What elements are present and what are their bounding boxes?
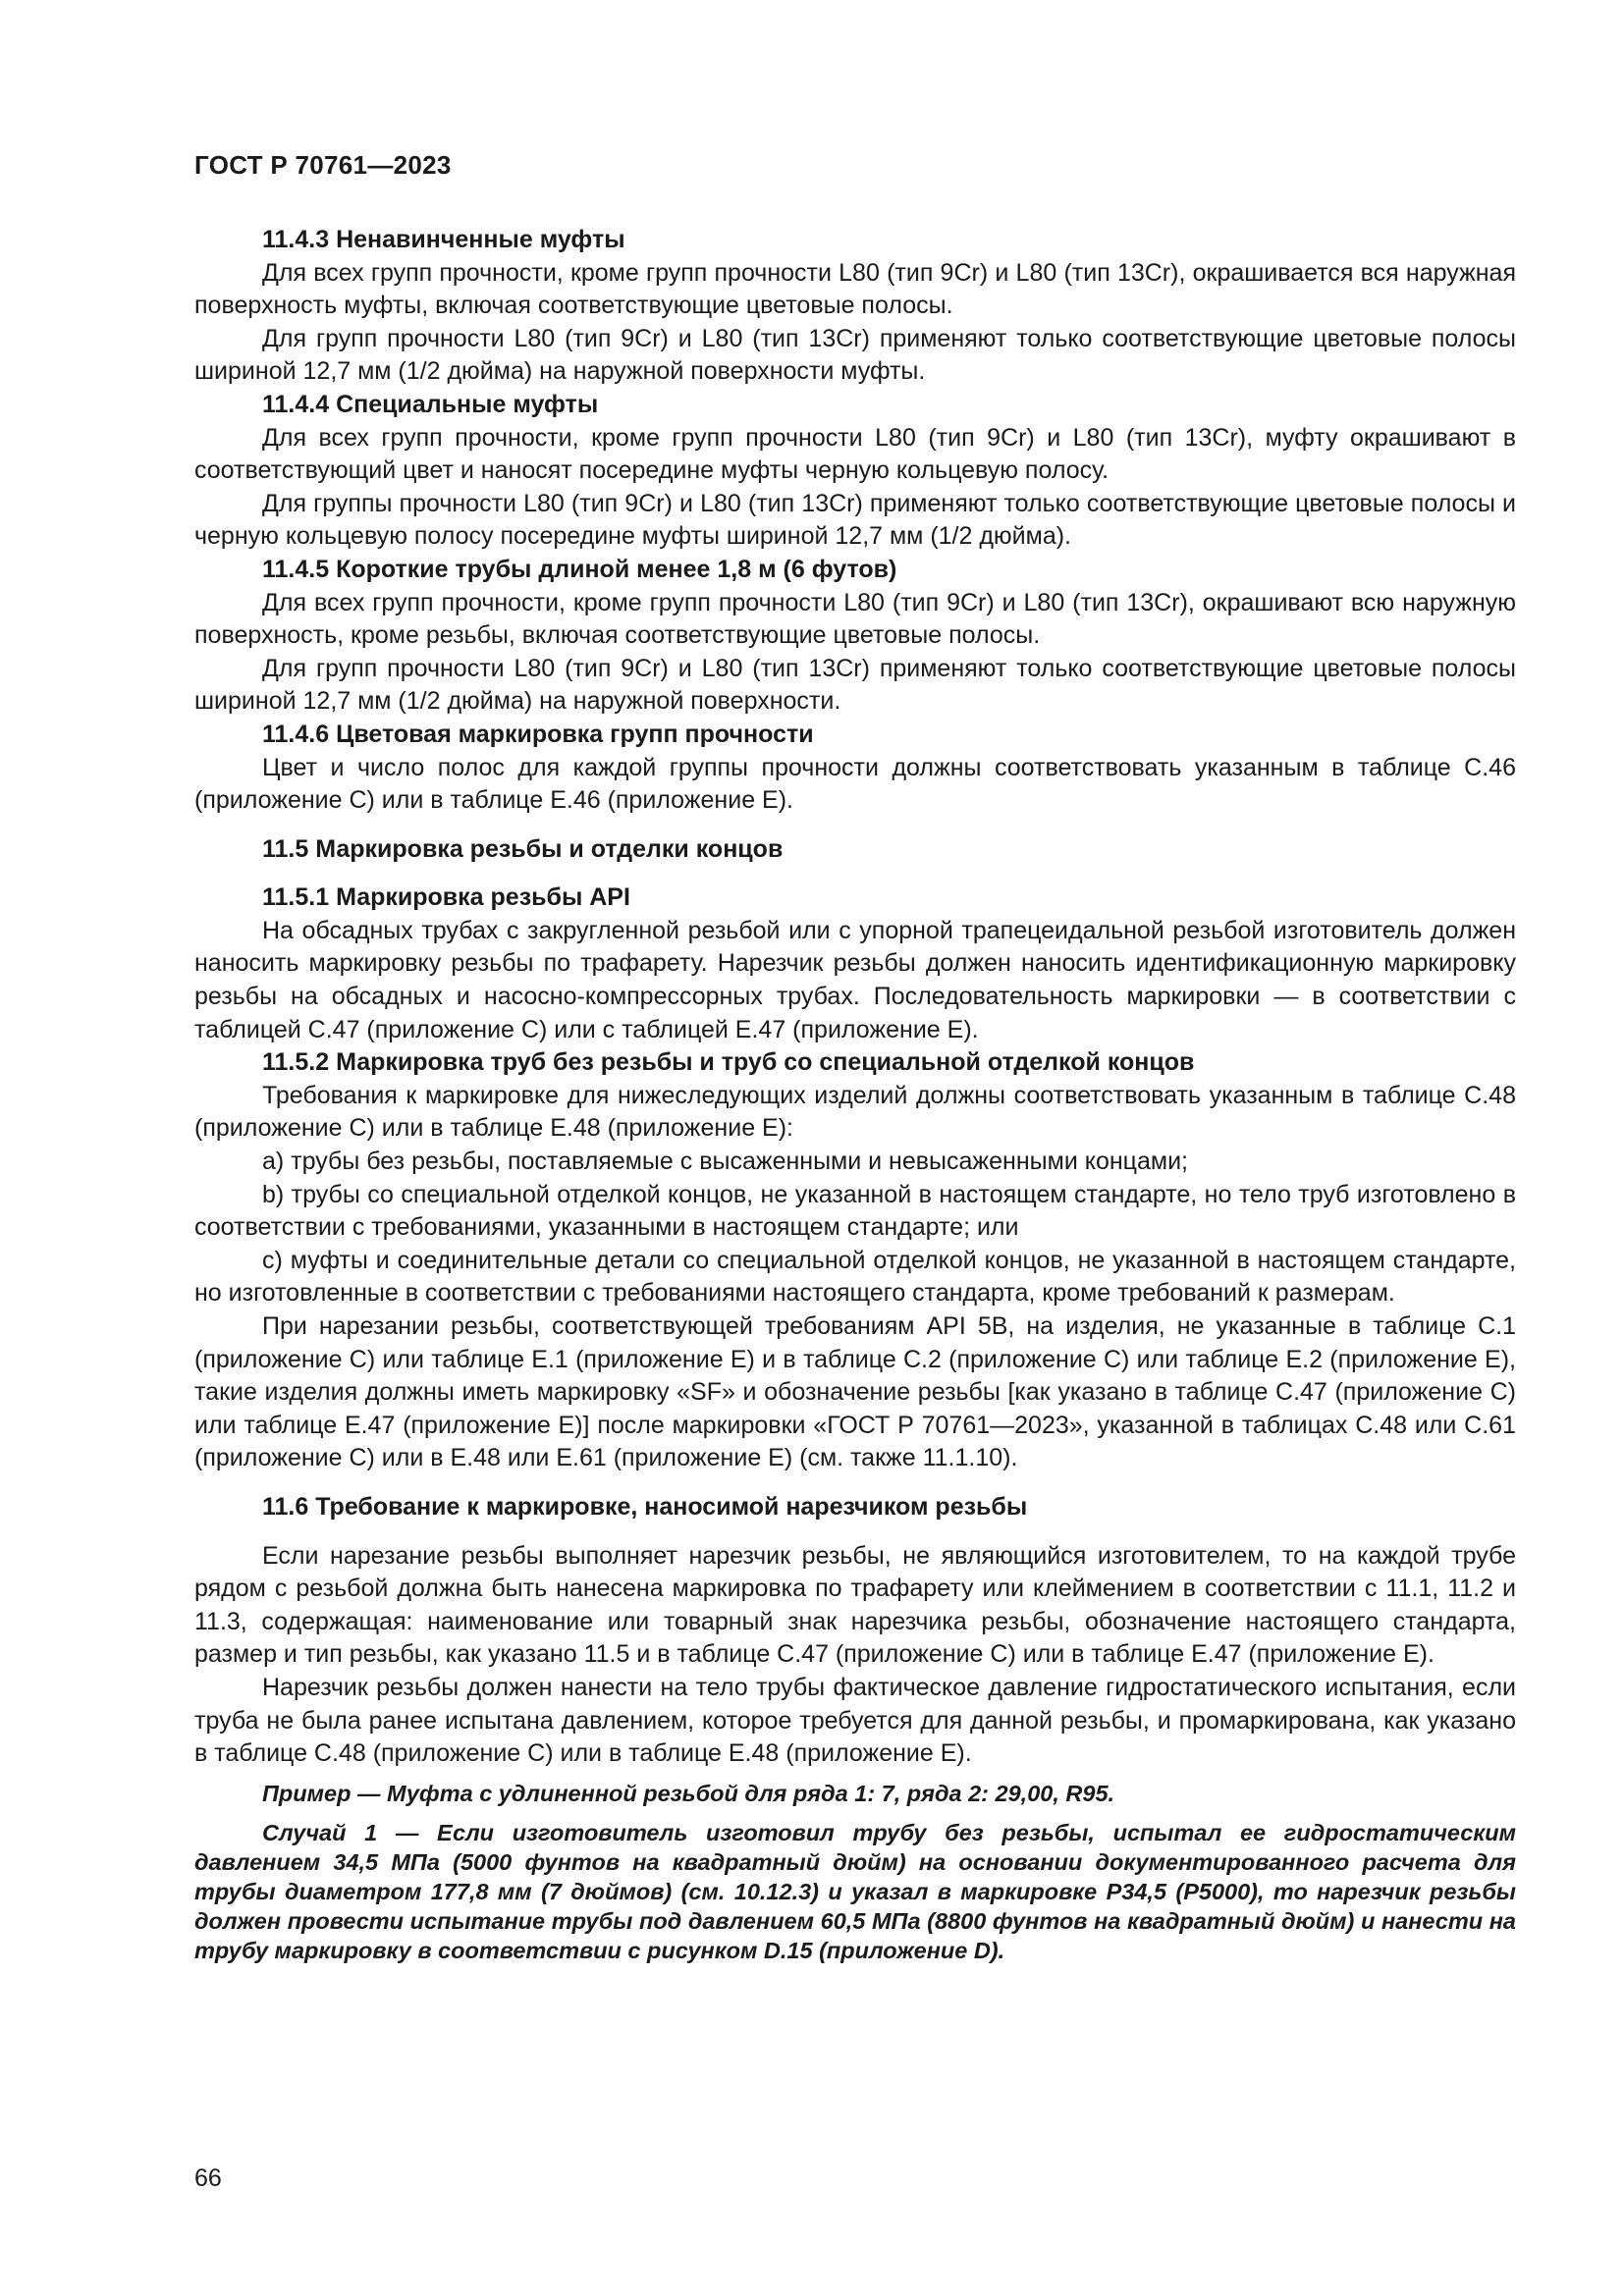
paragraph: При нарезании резьбы, соответствующей требованиям API 5B, на изделия, не указанные в таблице С.1 (приложение С) или таблице Е.1 (приложение Е) и в таблице С.2 (приложение С) или таблице Е.2 (приложение Е), такие изделия должны иметь маркировку «SF» и обозначение резьбы [как указано в таблице С.47 (приложение С) или таблице Е.47 (приложение Е)] после маркировки «ГОСТ Р 70761—2023», указанной в таблицах С.48 или С.61 (приложение С) или в Е.48 или Е.61 (приложение Е) (см. также 11.1.10). <box>194 1312 1516 1472</box>
paragraph: Цвет и число полос для каждой группы прочности должны соответствовать указанным в таблице С.46 (приложение С) или в таблице Е.46 (приложение Е). <box>194 753 1516 815</box>
example-note: Пример — Муфта с удлиненной резьбой для ряда 1: 7, ряда 2: 29,00, R95. <box>262 1780 1115 1806</box>
case-1-note: Случай 1 — Если изготовитель изготовил трубу без резьбы, испытал ее гидростатическим давлением 34,5 МПа (5000 фунтов на квадратный дюйм) на основании документированного расчета для трубы диаметром 177,8 мм (7 дюймов) (см. 10.12.3) и указал в маркировке Р34,5 (Р5000), то нарезчик резьбы должен провести испытание трубы под давлением 60,5 МПа (8800 фунтов на квадратный дюйм) и нанести на трубу маркировку в соответствии с рисунком D.15 (приложение D). <box>194 1819 1516 1963</box>
section-11-4-5-title: 11.4.5 Короткие трубы длиной менее 1,8 м (6 футов) <box>262 555 897 583</box>
section-11-4-6-title: 11.4.6 Цветовая маркировка групп прочности <box>262 720 814 748</box>
paragraph: Для групп прочности L80 (тип 9Cr) и L80 (тип 13Cr) применяют только соответствующие цветовые полосы шириной 12,7 мм (1/2 дюйма) на наружной поверхности муфты. <box>194 324 1516 386</box>
paragraph: Требования к маркировке для нижеследующих изделий должны соответствовать указанным в таблице С.48 (приложение С) или в таблице Е.48 (приложение Е): <box>194 1081 1516 1143</box>
section-11-6-title: 11.6 Требование к маркировке, наносимой нарезчиком резьбы <box>262 1492 1028 1521</box>
paragraph: Для всех групп прочности, кроме групп прочности L80 (тип 9Cr) и L80 (тип 13Cr), окрашивается вся наружная поверхность муфты, включая соответствующие цветовые полосы. <box>194 258 1516 320</box>
section-11-5-2-title: 11.5.2 Маркировка труб без резьбы и труб со специальной отделкой концов <box>262 1048 1195 1077</box>
section-11-5-1-title: 11.5.1 Маркировка резьбы API <box>262 883 630 912</box>
page-content <box>194 224 1516 1965</box>
paragraph: Нарезчик резьбы должен нанести на тело трубы фактическое давление гидростатического испытания, если труба не была ранее испытана давлением, которое требуется для данной резьбы, и промаркирована, как указано в таблице С.48 (приложение С) или в таблице Е.48 (приложение Е). <box>194 1673 1516 1768</box>
paragraph: На обсадных трубах с закругленной резьбой или с упорной трапецеидальной резьбой изготовитель должен наносить маркировку резьбы по трафарету. Нарезчик резьбы должен наносить идентификационную маркировку резьбы на обсадных и насосно-компрессорных трубах. Последовательность маркировки — в соответствии с таблицей С.47 (приложение С) или с таблицей Е.47 (приложение Е). <box>194 916 1516 1043</box>
paragraph: Для всех групп прочности, кроме групп прочности L80 (тип 9Cr) и L80 (тип 13Cr), окрашивают всю наружную поверхность, кроме резьбы, включая соответствующие цветовые полосы. <box>194 588 1516 650</box>
paragraph: Для всех групп прочности, кроме групп прочности L80 (тип 9Cr) и L80 (тип 13Cr), муфту окрашивают в соответствующий цвет и наносят посередине муфты черную кольцевую полосу. <box>194 423 1516 485</box>
paragraph: Если нарезание резьбы выполняет нарезчик резьбы, не являющийся изготовителем, то на каждой трубе рядом с резьбой должна быть нанесена маркировка по трафарету или клеймением в соответствии с 11.1, 11.2 и 11.3, содержащая: наименование или товарный знак нарезчика резьбы, обозначение настоящего стандарта, размер и тип резьбы, как указано 11.5 и в таблице С.47 (приложение С) или в таблице Е.47 (приложение Е). <box>194 1541 1516 1669</box>
section-11-5-title: 11.5 Маркировка резьбы и отделки концов <box>262 834 784 863</box>
paragraph: Для групп прочности L80 (тип 9Cr) и L80 (тип 13Cr) применяют только соответствующие цветовые полосы шириной 12,7 мм (1/2 дюйма) на наружной поверхности. <box>194 654 1516 716</box>
paragraph: Для группы прочности L80 (тип 9Cr) и L80 (тип 13Cr) применяют только соответствующие цветовые полосы и черную кольцевую полосу посередине муфты шириной 12,7 мм (1/2 дюйма). <box>194 489 1516 551</box>
list-item-a: а) трубы без резьбы, поставляемые с высаженными и невысаженными концами; <box>262 1148 1188 1176</box>
page-number: 66 <box>194 2164 222 2192</box>
list-item-b: b) трубы со специальной отделкой концов, не указанной в настоящем стандарте, но тело труб изготовлено в соответствии с требованиями, указанными в настоящем стандарте; или <box>194 1180 1516 1242</box>
section-11-4-3-title: 11.4.3 Ненавинченные муфты <box>262 226 625 253</box>
standard-header: ГОСТ Р 70761—2023 <box>194 150 452 180</box>
section-11-4-4-title: 11.4.4 Специальные муфты <box>262 390 599 418</box>
list-item-c: с) муфты и соединительные детали со специальной отделкой концов, не указанной в настоящем стандарте, но изготовленные в соответствии с требованиями настоящего стандарта, кроме требований к размерам. <box>194 1246 1516 1308</box>
